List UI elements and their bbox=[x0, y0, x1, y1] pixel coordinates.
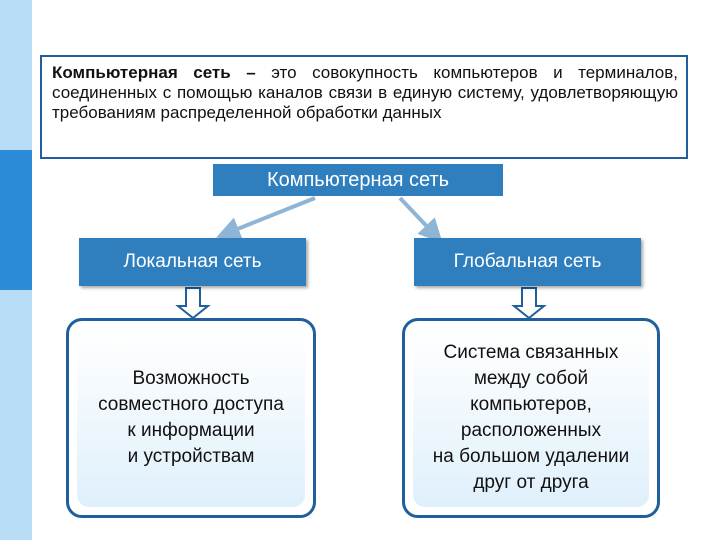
definition-dash: – bbox=[246, 63, 256, 82]
branch-local-network: Локальная сеть bbox=[79, 238, 306, 286]
global-network-card bbox=[402, 318, 660, 518]
definition-text: это совокупность компьютеров и терминалов, соединенных с помощью каналов связи в единую систему, удовлетворяющую требованиям распределенной обработки данных bbox=[52, 63, 678, 122]
definition-box bbox=[40, 55, 688, 159]
definition-term: Компьютерная сеть bbox=[52, 63, 231, 82]
side-strip-accent bbox=[0, 150, 32, 290]
global-network-description: Система связанных между собой компьютеров, расположенных на большом удалении друг от друга bbox=[413, 329, 649, 507]
down-arrow-global bbox=[514, 288, 544, 318]
branch-global-network: Глобальная сеть bbox=[414, 238, 641, 286]
arrow-to-global bbox=[400, 198, 436, 236]
local-network-description: Возможность совместного доступа к информации и устройствам bbox=[77, 329, 305, 507]
root-node: Компьютерная сеть bbox=[213, 162, 503, 196]
arrow-to-local bbox=[225, 198, 315, 234]
local-network-card bbox=[66, 318, 316, 518]
down-arrow-local bbox=[178, 288, 208, 318]
